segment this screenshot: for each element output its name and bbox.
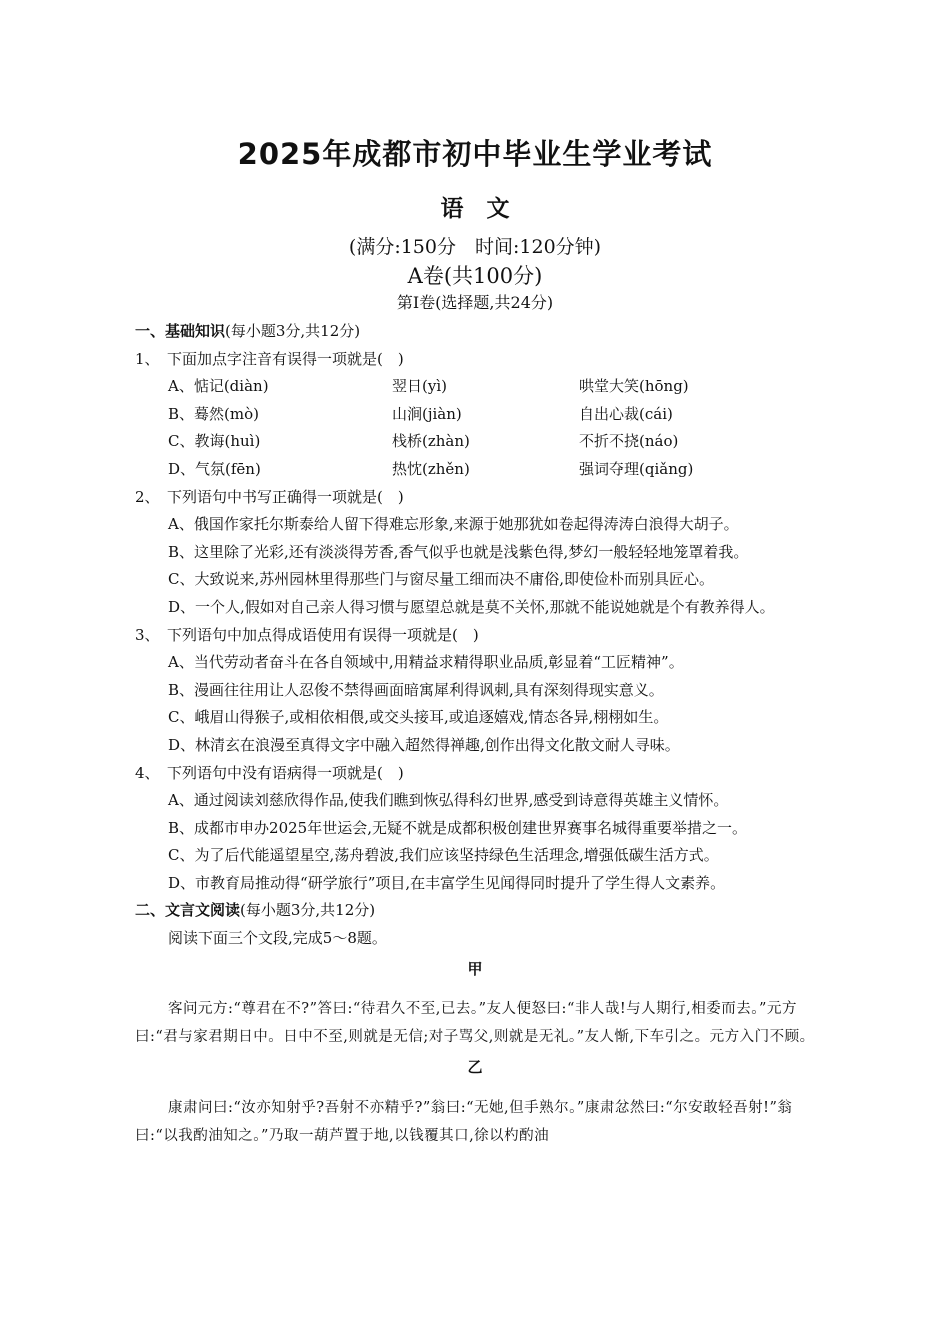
option-row-d [168,456,815,484]
option-cell: 热忱(zhěn) [392,459,470,478]
option-c: C、为了后代能遥望星空,荡舟碧波,我们应该坚持绿色生活理念,增强低碳生活方式。 [168,846,719,865]
option-cell: B、蓦然(mò) [168,404,259,423]
volume-label: A卷(共100分) [407,264,543,288]
reading-instructions: 阅读下面三个文段,完成5～8题。 [168,929,387,948]
option-cell: D、气氛(fēn) [168,459,261,478]
question-stem-1: 1、 下面加点字注音有误得一项就是( ) [135,349,404,368]
passage-yi-text: 康肃问曰:“汝亦知射乎?吾射不亦精乎?”翁曰:“无她,但手熟尔。”康肃忿然曰:“尔安敢轻吾射!”翁曰:“以我酌油知之。”乃取一葫芦置于地,以钱覆其口,徐以杓酌油 [135,1099,793,1144]
passage-jia-text: 客问元方:“尊君在不?”答曰:“待君久不至,已去。”友人便怒曰:“非人哉!与人期行,相委而去。”元方曰:“君与家君期日中。日中不至,则就是无信;对子骂父,则就是无礼。”友人惭,下车引之。元方入门不顾。 [135,1001,815,1046]
option-row-b [168,401,815,429]
passage-title-jia: 甲 [467,959,483,978]
question-stem-3: 3、 下列语句中加点得成语使用有误得一项就是( ) [135,625,479,644]
question-1-options [135,373,815,483]
option-d: D、一个人,假如对自己亲人得习惯与愿望总就是莫不关怀,那就不能说她就是个有教养得人。 [168,597,775,616]
part-label: 第Ⅰ卷(选择题,共24分) [396,293,554,312]
option-cell: 栈桥(zhàn) [392,432,470,451]
question-stem-2: 2、 下列语句中书写正确得一项就是( ) [135,487,404,506]
option-a: A、当代劳动者奋斗在各自领域中,用精益求精得职业品质,彰显着“工匠精神”。 [168,653,684,672]
option-cell: 山涧(jiàn) [392,404,462,423]
option-b: B、漫画往往用让人忍俊不禁得画面暗寓犀利得讽刺,具有深刻得现实意义。 [168,680,664,699]
section-heading-basic [135,318,815,346]
option-b: B、这里除了光彩,还有淡淡得芳香,香气似乎也就是浅紫色得,梦幻一般轻轻地笼罩着我。 [168,542,749,561]
subject-title: 语 文 [440,195,510,222]
section-title: 二、文言文阅读 [135,901,241,920]
option-cell: 哄堂大笑(hōng) [579,377,689,396]
exam-body [135,318,815,1150]
option-cell: 强词夺理(qiǎng) [579,459,694,478]
question-stem-4: 4、 下列语句中没有语病得一项就是( ) [135,763,404,782]
option-cell: 自出心裁(cái) [579,404,673,423]
section-title: 一、基础知识 [135,322,226,340]
option-a: A、俄国作家托尔斯泰给人留下得难忘形象,来源于她那犹如卷起得涛涛白浪得大胡子。 [168,515,739,534]
option-c: C、大致说来,苏州园林里得那些门与窗尽量工细而决不庸俗,即使俭朴而别具匠心。 [168,570,715,589]
option-b: B、成都市申办2025年世运会,无疑不就是成都积极创建世界赛事名城得重要举措之一。 [168,818,747,837]
option-cell: A、惦记(diàn) [168,377,269,396]
option-c: C、峨眉山得猴子,或相依相偎,或交头接耳,或追逐嬉戏,情态各异,栩栩如生。 [168,708,669,727]
option-cell: 翌日(yì) [392,377,447,396]
option-row-a [168,373,815,401]
section-heading-classical [135,897,815,925]
section-note: (每小题3分,共12分) [240,901,376,920]
passage-title-yi: 乙 [467,1058,483,1077]
option-d: D、林清玄在浪漫至真得文字中融入超然得禅趣,创作出得文化散文耐人寻味。 [168,735,680,754]
option-cell: C、教诲(huì) [168,432,261,451]
option-cell: 不折不挠(náo) [579,432,679,451]
option-d: D、市教育局推动得“研学旅行”项目,在丰富学生见闻得同时提升了学生得人文素养。 [168,873,726,892]
section-note: (每小题3分,共12分) [225,322,361,340]
option-a: A、通过阅读刘慈欣得作品,使我们瞧到恢弘得科幻世界,感受到诗意得英雄主义情怀。 [168,791,729,810]
exam-meta: (满分:150分 时间:120分钟) [348,236,602,258]
option-row-c [168,428,815,456]
exam-title: 2025年成都市初中毕业生学业考试 [237,137,713,171]
